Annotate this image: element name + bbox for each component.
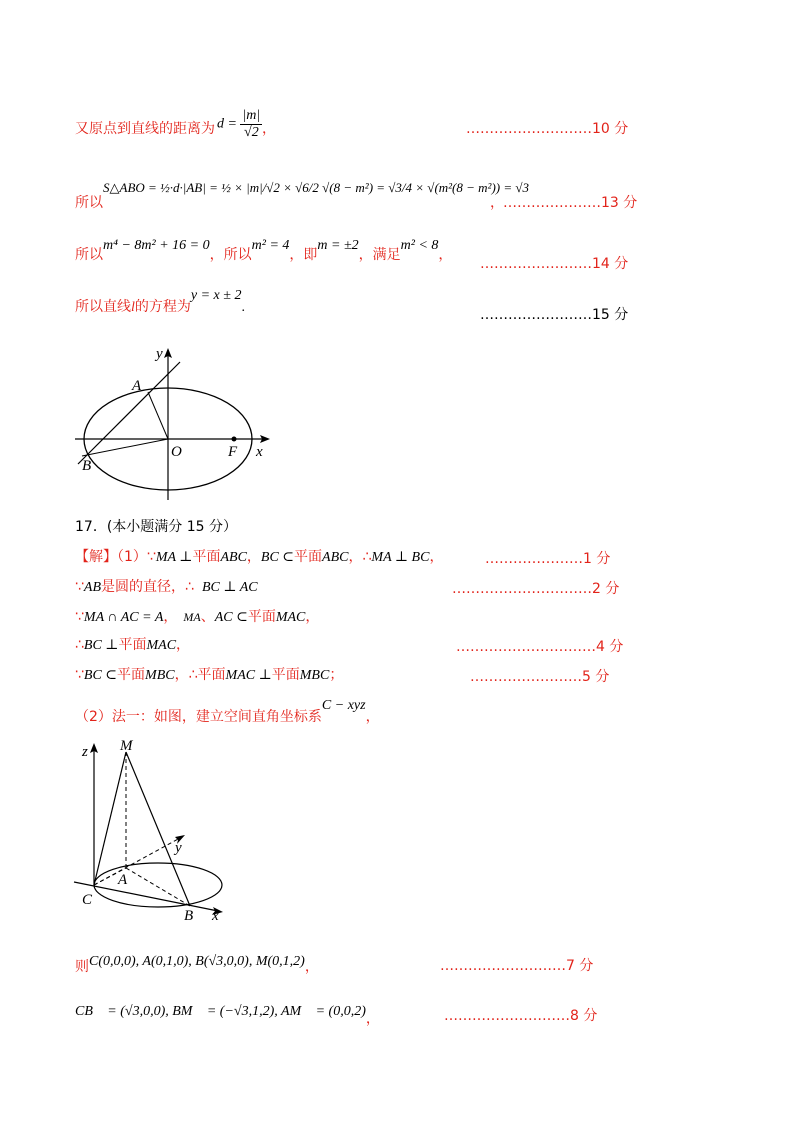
score-1: …………………1 分 — [485, 551, 611, 567]
focus-f-label: F — [228, 444, 238, 460]
text: ，满足 — [358, 247, 401, 263]
text: 是圆的直径，∴ — [101, 579, 194, 595]
y-axis-label: y — [175, 840, 182, 856]
line-result — [75, 288, 245, 316]
formula: MBC — [145, 668, 175, 683]
score-8: ………………………8 分 — [444, 1008, 598, 1024]
line-comma: ， — [490, 195, 504, 211]
formula: y = x ± 2 — [190, 288, 242, 303]
text: 则 — [75, 959, 89, 975]
text: （2）法一：如图，建立空间直角坐标系 — [75, 709, 322, 725]
formula: C − xyz — [321, 698, 366, 713]
step-5 — [75, 664, 343, 684]
text: ∵ — [75, 667, 84, 683]
ellipse-figure — [70, 340, 280, 505]
score-14: ……………………14 分 — [480, 256, 629, 272]
line-distance-formula — [217, 108, 262, 141]
z-axis-label: z — [82, 744, 88, 760]
line-area-formula: S△ABO = ½·d·|AB| = ½ × |m|/√2 × √6/2 √(8 − m²) = √3/4 × √(m²(8 − m²)) = √3 — [103, 180, 530, 195]
formula: BC ⊥ — [83, 638, 119, 653]
text: 平面 — [117, 667, 146, 683]
text: 的方程为 — [134, 299, 191, 315]
denominator: √2 — [244, 125, 259, 140]
text: ，∴平面 — [174, 667, 226, 683]
text: ∴ — [75, 637, 84, 653]
line-solve — [75, 238, 453, 264]
step-3 — [75, 606, 319, 626]
formula: MBC — [299, 668, 330, 683]
formula: ABC — [322, 550, 349, 565]
x-axis-label: x — [212, 908, 219, 923]
point-a-label: A — [118, 872, 128, 888]
formula-d: d = — [217, 116, 237, 132]
y-axis-label: y — [156, 346, 163, 362]
step-4 — [75, 634, 190, 654]
vectors-line — [75, 1000, 380, 1027]
score-15: ……………………15 分 — [480, 307, 629, 323]
solution-tag: 【解】 — [75, 549, 117, 565]
formula: ABC — [220, 550, 247, 565]
formula: C(0,0,0), A(0,1,0), B(√3,0,0), M(0,1,2) — [89, 954, 305, 969]
text: ∵ — [75, 579, 84, 595]
text: 平面 — [118, 637, 147, 653]
point-b-label: B — [82, 458, 92, 474]
line-area-text: 所以 — [75, 195, 103, 211]
fraction-m-sqrt2 — [240, 108, 262, 141]
formula: m⁴ − 8m² + 16 = 0 — [103, 238, 210, 253]
formula: BC ⊂ — [83, 668, 118, 683]
text: 所以直线 — [75, 299, 131, 315]
text: ， — [365, 709, 380, 725]
formula: m = ±2 — [317, 238, 359, 253]
formula: m² = 4 — [251, 238, 290, 253]
problem-17-header: 17．(本小题满分 15 分） — [75, 519, 237, 535]
text: ， — [365, 1011, 380, 1027]
text: 、 — [200, 609, 215, 625]
score-10: ………………………10 分 — [466, 121, 629, 137]
text: ， — [305, 609, 320, 625]
text: ，即 — [289, 247, 318, 263]
text: 平面 — [294, 549, 323, 565]
text: ； — [329, 667, 344, 683]
score-5: ……………………5 分 — [470, 669, 610, 685]
text: 所以 — [75, 247, 103, 263]
point-m-label: M — [120, 738, 133, 754]
formula: BC ⊥ AC — [201, 580, 258, 595]
text: ， — [246, 549, 261, 565]
formula: MAC ⊥ — [225, 668, 272, 683]
text: （1）∵ — [117, 549, 156, 565]
formula: AC ⊂ — [214, 610, 248, 625]
score-7: ………………………7 分 — [440, 958, 594, 974]
text: 平面 — [271, 667, 300, 683]
text: 平面 — [247, 609, 276, 625]
formula: MAC — [275, 610, 306, 625]
point-c-label: C — [82, 892, 93, 908]
text: ， — [304, 959, 319, 975]
formula: MA ∩ AC = A — [83, 610, 164, 625]
formula: BC ⊂ — [260, 550, 295, 565]
text: . — [241, 300, 245, 315]
text: ，所以 — [209, 247, 252, 263]
formula: MA ⊥ — [155, 550, 193, 565]
step-6 — [75, 698, 380, 726]
text: ， — [176, 637, 191, 653]
line-comma: ， — [262, 121, 276, 137]
step-2 — [75, 576, 258, 596]
formula: MA ⊥ BC — [371, 550, 430, 565]
score-2: …………………………2 分 — [452, 581, 620, 597]
formula: MA — [183, 610, 201, 624]
text: ∵ — [75, 609, 84, 625]
coordinates-line — [75, 950, 319, 975]
point-b-label: B — [184, 908, 194, 923]
x-axis-label: x — [256, 444, 263, 460]
formula: m² < 8 — [400, 238, 439, 253]
score-13: …………………13 分 — [503, 195, 638, 211]
text: ， — [429, 549, 444, 565]
line-distance-text: 又原点到直线的距离为 — [75, 121, 215, 137]
text: ， — [438, 247, 453, 263]
space-figure — [70, 738, 240, 923]
point-a-label: A — [132, 378, 142, 394]
formula: MAC — [146, 638, 177, 653]
origin-label: O — [171, 444, 182, 460]
numerator: |m| — [242, 108, 261, 123]
formula: CB⃗ = (√3,0,0), BM⃗ = (−√3,1,2), AM⃗ = (0,0,2) — [75, 1004, 366, 1019]
text: ， — [163, 609, 178, 625]
text: 平面 — [192, 549, 221, 565]
step-1 — [75, 546, 443, 566]
formula: AB — [83, 580, 102, 595]
text: ，∴ — [348, 549, 372, 565]
score-4: …………………………4 分 — [456, 639, 624, 655]
line-l: l — [131, 300, 135, 315]
